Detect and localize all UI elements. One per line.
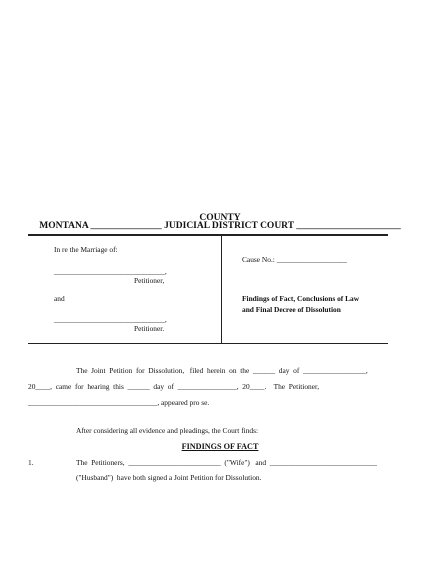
document-title-line-2: and Final Decree of Dissolution	[242, 305, 341, 314]
and-label: and	[54, 294, 65, 303]
cause-number: Cause No.: ___________________	[242, 255, 347, 264]
paragraph-1-line-3: ___________________________________, appeared pro se.	[28, 398, 210, 407]
paragraph-1-line-1: The Joint Petition for Dissolution, filed herein on the ______ day of _________________,	[76, 366, 368, 375]
court-title: MONTANA _______________ JUDICIAL DISTRICT COURT ______________________	[39, 221, 401, 231]
caption-bottom-rule	[28, 343, 388, 344]
item-1-number: 1.	[28, 458, 34, 467]
petitioner-1-role: Petitioner,	[134, 276, 165, 285]
findings-heading: FINDINGS OF FACT	[181, 442, 259, 451]
petitioner-2-blank: ______________________________,	[54, 315, 167, 324]
paragraph-1-line-2: 20____, came for hearing this ______ day of ________________, 20____. The Petitioner,	[28, 382, 320, 391]
item-1-line-2: ("Husband") have both signed a Joint Petition for Dissolution.	[76, 473, 262, 482]
court-county: COUNTY	[199, 213, 241, 223]
petitioner-2-role: Petitioner.	[134, 324, 165, 333]
document-title-line-1: Findings of Fact, Conclusions of Law	[242, 294, 360, 303]
item-1-line-1: The Petitioners, _________________________ ("Wife") and _____________________________	[76, 458, 377, 467]
in-re-label: In re the Marriage of:	[54, 245, 118, 254]
caption-top-rule	[28, 234, 388, 236]
petitioner-1-blank: ______________________________,	[54, 267, 167, 276]
caption-divider	[221, 234, 222, 344]
paragraph-2: After considering all evidence and pleadings, the Court finds:	[76, 426, 259, 435]
